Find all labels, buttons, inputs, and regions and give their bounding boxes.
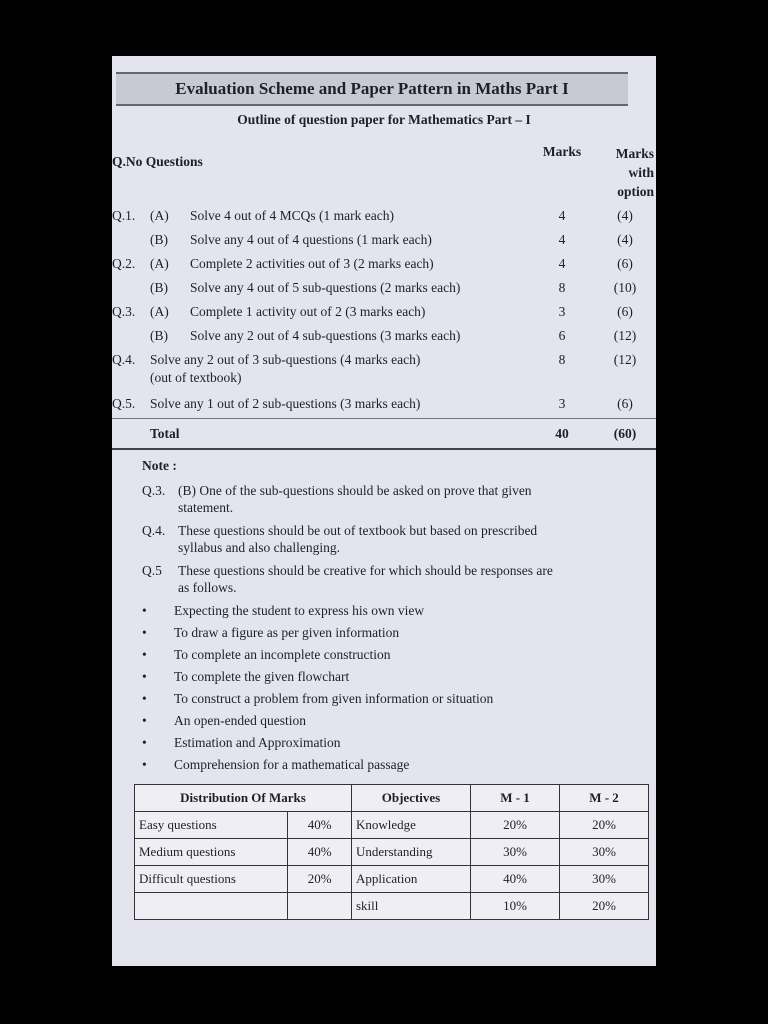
list-item-text: Expecting the student to express his own view (174, 603, 425, 618)
page-subtitle: Outline of question paper for Mathematics Part – I (237, 112, 531, 127)
question-row (112, 256, 656, 278)
question-part: (B) (150, 280, 168, 295)
question-part: (A) (150, 256, 169, 271)
table-row (135, 812, 649, 839)
question-text: Solve any 4 out of 4 questions (1 mark each) (190, 232, 432, 247)
table-header: M - 1 (471, 785, 560, 812)
note-text: statement. (178, 500, 234, 515)
question-type: Medium questions (135, 839, 288, 866)
question-row (112, 352, 656, 392)
question-option-marks: (6) (617, 256, 633, 271)
response-list (142, 600, 642, 776)
total-marks: 40 (555, 426, 569, 441)
list-item (142, 622, 642, 644)
question-marks: 8 (558, 280, 566, 295)
question-option-marks: (12) (613, 328, 637, 343)
note-item (142, 482, 652, 516)
question-marks: 6 (558, 328, 566, 343)
question-marks: 3 (558, 304, 566, 319)
list-item-text: To complete the given flowchart (174, 669, 350, 684)
objective: skill (352, 893, 471, 920)
note-question: Q.3. (142, 483, 166, 498)
question-option-marks: (12) (613, 352, 637, 367)
type-percent: 40% (288, 839, 352, 866)
note-text: syllabus and also challenging. (178, 540, 340, 555)
note-text: These questions should be out of textbook but based on prescribed (178, 523, 538, 538)
question-number: Q.2. (112, 256, 136, 271)
note-item (142, 522, 652, 556)
m2-value: 30% (560, 839, 649, 866)
objective: Knowledge (352, 812, 471, 839)
header-line: with (628, 165, 654, 180)
list-item (142, 710, 642, 732)
list-item (142, 644, 642, 666)
list-item-text: An open-ended question (174, 713, 306, 728)
bullet-icon: • (142, 625, 147, 640)
question-part: (A) (150, 304, 169, 319)
question-text: Solve 4 out of 4 MCQs (1 mark each) (190, 208, 394, 223)
note-text: (B) One of the sub-questions should be asked on prove that given (178, 483, 532, 498)
question-marks: 3 (558, 396, 566, 411)
type-percent (288, 893, 352, 920)
question-marks: 8 (558, 352, 566, 367)
question-type (135, 893, 288, 920)
table-header: Distribution Of Marks (135, 785, 352, 812)
header-line: Marks (615, 146, 654, 161)
question-option-marks: (6) (617, 304, 633, 319)
question-number: Q.4. (112, 352, 136, 367)
question-marks: 4 (558, 256, 566, 271)
question-text: Solve any 4 out of 5 sub-questions (2 marks each) (190, 280, 461, 295)
question-text: Solve any 1 out of 2 sub-questions (3 marks each) (150, 396, 421, 411)
bullet-icon: • (142, 691, 147, 706)
note-item (142, 562, 652, 596)
page-title: Evaluation Scheme and Paper Pattern in Maths Part I (116, 72, 628, 106)
list-item-text: To draw a figure as per given information (174, 625, 400, 640)
note-question: Q.5 (142, 563, 162, 578)
question-part: (B) (150, 328, 168, 343)
type-percent: 40% (288, 812, 352, 839)
column-header-marks: Marks (542, 144, 582, 159)
bullet-icon: • (142, 669, 147, 684)
question-row (112, 328, 656, 350)
question-option-marks: (4) (617, 208, 633, 223)
objective: Understanding (352, 839, 471, 866)
list-item (142, 600, 642, 622)
question-number: Q.5. (112, 396, 136, 411)
table-header: M - 2 (560, 785, 649, 812)
m1-value: 10% (471, 893, 560, 920)
list-item (142, 688, 642, 710)
question-row (112, 280, 656, 302)
question-option-marks: (4) (617, 232, 633, 247)
table-row (135, 893, 649, 920)
type-percent: 20% (288, 866, 352, 893)
question-option-marks: (6) (617, 396, 633, 411)
question-text: Complete 1 activity out of 2 (3 marks each) (190, 304, 426, 319)
question-row (112, 208, 656, 230)
question-row (112, 396, 656, 418)
note-title: Note : (142, 458, 177, 473)
question-text-continued: (out of textbook) (150, 370, 242, 385)
list-item-text: Estimation and Approximation (174, 735, 341, 750)
bullet-icon: • (142, 647, 147, 662)
table-header-row (135, 785, 649, 812)
table-row (135, 839, 649, 866)
list-item (142, 666, 642, 688)
question-text: Complete 2 activities out of 3 (2 marks each) (190, 256, 434, 271)
question-part: (B) (150, 232, 168, 247)
note-question: Q.4. (142, 523, 166, 538)
list-item-text: To construct a problem from given information or situation (174, 691, 494, 706)
divider (112, 418, 656, 419)
header-line: option (617, 184, 654, 199)
list-item-text: To complete an incomplete construction (174, 647, 391, 662)
bullet-icon: • (142, 735, 147, 750)
question-option-marks: (10) (613, 280, 637, 295)
bullet-icon: • (142, 713, 147, 728)
total-label: Total (150, 426, 180, 441)
question-row (112, 232, 656, 254)
question-text: Solve any 2 out of 3 sub-questions (4 marks each) (150, 352, 421, 367)
question-number: Q.3. (112, 304, 136, 319)
divider (112, 448, 656, 450)
m1-value: 30% (471, 839, 560, 866)
objective: Application (352, 866, 471, 893)
column-header-marks-option (598, 144, 654, 201)
m1-value: 40% (471, 866, 560, 893)
question-row (112, 304, 656, 326)
m2-value: 20% (560, 812, 649, 839)
question-part: (A) (150, 208, 169, 223)
table-row (135, 866, 649, 893)
m2-value: 20% (560, 893, 649, 920)
list-item-text: Comprehension for a mathematical passage (174, 757, 410, 772)
bullet-icon: • (142, 603, 147, 618)
question-text: Solve any 2 out of 4 sub-questions (3 marks each) (190, 328, 461, 343)
column-header-questions: Q.No Questions (112, 154, 203, 169)
bullet-icon: • (142, 757, 147, 772)
m2-value: 30% (560, 866, 649, 893)
list-item (142, 754, 642, 776)
total-option-marks: (60) (613, 426, 637, 441)
distribution-table (134, 784, 649, 920)
question-marks: 4 (558, 232, 566, 247)
table-header: Objectives (352, 785, 471, 812)
question-number: Q.1. (112, 208, 136, 223)
question-type: Easy questions (135, 812, 288, 839)
note-text: These questions should be creative for which should be responses are (178, 563, 553, 578)
m1-value: 20% (471, 812, 560, 839)
question-type: Difficult questions (135, 866, 288, 893)
note-text: as follows. (178, 580, 237, 595)
document-page (112, 56, 656, 966)
total-row (112, 426, 656, 448)
list-item (142, 732, 642, 754)
question-marks: 4 (558, 208, 566, 223)
